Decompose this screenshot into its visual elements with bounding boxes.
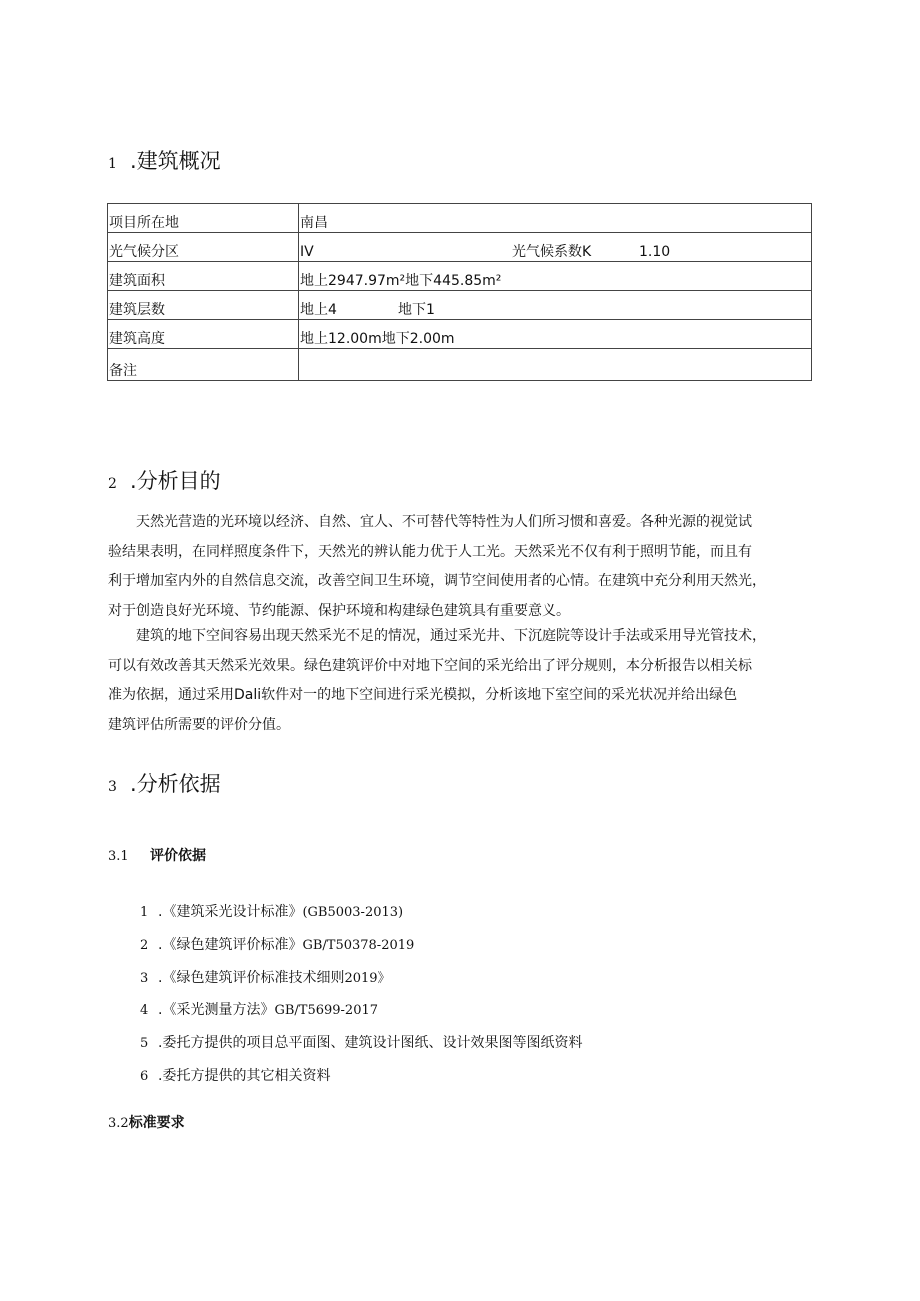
row-label: 建筑层数 [108,291,299,320]
table-row [108,291,812,320]
list-code: 2019》 [344,971,391,986]
list-item [140,1065,330,1085]
row-label: 建筑面积 [108,262,299,291]
list-text: .《绿色建筑评价标准》 [158,937,303,953]
list-item [140,934,414,954]
subsection-number: 3.1 [108,849,129,864]
list-text: .《绿色建筑评价标准技术细则 [158,970,345,986]
list-text: .委托方提供的项目总平面图、建筑设计图纸、设计效果图等图纸资料 [158,1035,583,1051]
paragraph-line: 天然光营造的光环境以经济、自然、宜人、不可替代等特性为人们所习惯和喜爱。各种光源的视觉试 [108,514,752,530]
section-2-number: 2 [108,476,117,492]
row-label: 备注 [108,349,299,381]
subsection-number: 3.2 [108,1116,129,1131]
above-ground-area: 地上2947.97m² [300,273,406,289]
section-2-dot: . [130,469,137,493]
row-label: 建筑高度 [108,320,299,349]
section-3-number: 3 [108,779,117,795]
zone-value: IV [300,244,314,260]
section-2-title: 分析目的 [136,469,221,493]
row-value-group [299,233,812,262]
paragraph-line: 对于创造良好光环境、节约能源、保护环境和构建绿色建筑具有重要意义。 [108,602,570,619]
row-value-group [299,262,812,291]
above-ground-floors: 地上4 [300,302,337,318]
list-number: 6 [140,1069,149,1084]
section-1-heading [108,145,221,175]
table-row [108,233,812,262]
list-text: .《建筑采光设计标准》 [158,904,303,920]
list-number: 1 [140,905,149,920]
list-code: GB/T50378-2019 [302,938,415,953]
section-1-title: 建筑概况 [136,149,221,173]
list-item [140,1032,582,1052]
paragraph-line: 建筑的地下空间容易出现天然采光不足的情况，通过采光井、下沉庭院等设计手法或采用导光管技术， [108,628,766,644]
list-number: 3 [140,971,149,986]
table-row [108,204,812,233]
paragraph-line: 建筑评估所需要的评价分值。 [108,716,290,733]
section-3-dot: . [130,772,137,796]
row-label: 项目所在地 [108,204,299,233]
row-value [299,349,812,381]
table-row [108,349,812,381]
list-number: 4 [140,1003,149,1018]
table-row [108,262,812,291]
section-2-heading [108,465,221,495]
list-text: .委托方提供的其它相关资料 [158,1068,331,1084]
row-label: 光气候分区 [108,233,299,262]
list-code: (GB5003-2013) [302,905,404,920]
list-number: 5 [140,1036,149,1051]
subsection-title: 标准要求 [128,1115,185,1131]
row-value: 地上12.00m地下2.00m [299,320,812,349]
list-code: GB/T5699-2017 [274,1003,379,1018]
building-info-table [107,203,812,381]
section-1-number: 1 [108,156,117,172]
list-item [140,967,391,987]
row-value: 南昌 [299,204,812,233]
purpose-paragraph-1 [108,508,814,626]
list-text: .《采光测量方法》 [158,1002,275,1018]
subsection-3-2-heading [108,1112,185,1132]
subsection-title: 评价依据 [150,848,206,864]
section-3-title: 分析依据 [136,772,221,796]
subsection-3-1-heading [108,845,206,865]
k-label: 光气候系数K [512,244,592,260]
section-1-dot: . [130,149,137,173]
row-value-group [299,291,812,320]
paragraph-line: 验结果表明，在同样照度条件下，天然光的辨认能力优于人工光。天然采光不仅有利于照明节能，而且有 [108,543,752,560]
list-number: 2 [140,938,149,953]
paragraph-line: 利于增加室内外的自然信息交流，改善空间卫生环境，调节空间使用者的心情。在建筑中充分利用天然光， [108,573,766,589]
list-item [140,999,378,1019]
below-ground-floors: 地下1 [398,302,435,318]
purpose-paragraph-2 [108,622,814,740]
paragraph-line: 可以有效改善其天然采光效果。绿色建筑评价中对地下空间的采光给出了评分规则，本分析报告以相关标 [108,657,752,674]
table-row [108,320,812,349]
section-3-heading [108,768,221,798]
paragraph-line: 准为依据，通过采用Dali软件对一的地下空间进行采光模拟，分析该地下室空间的采光状况并给出绿色 [108,687,738,703]
below-ground-area: 地下445.85m² [405,273,502,289]
list-item [140,901,403,921]
k-value: 1.10 [639,244,671,260]
